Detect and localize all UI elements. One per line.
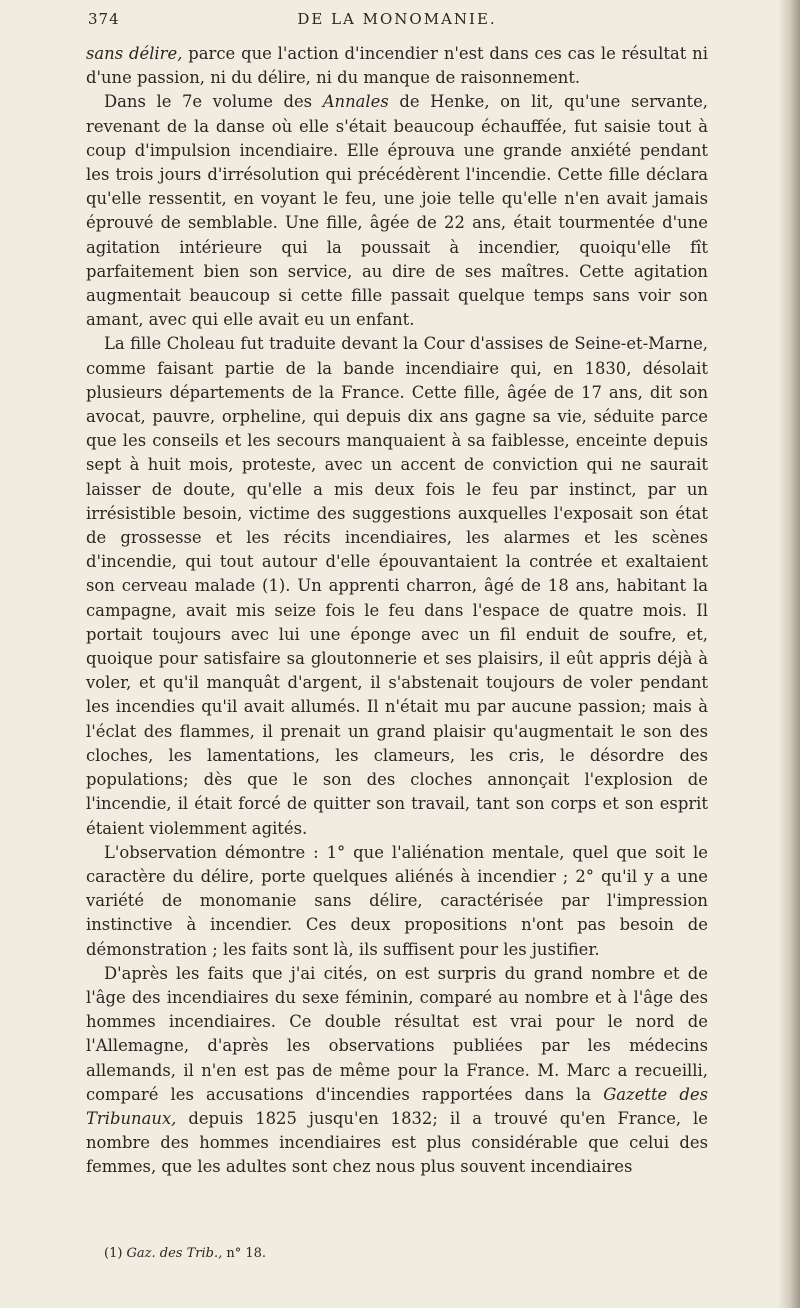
paragraph-1: [86, 42, 708, 90]
page-edge-shadow: [778, 0, 800, 1308]
footnote: [104, 1245, 704, 1263]
paragraph-1-lead: sans délire,: [86, 44, 183, 63]
paragraph-5-text: depuis 1825 jusqu'en 1832; il a trouvé qu'en France, le nombre des hommes incendiaires est plus considérable que celui des femmes, que les adultes sont chez nous plus souvent incendiaires: [86, 1108, 708, 1177]
paragraph-2-text: de Henke, on lit, qu'une servante, revenant de la danse où elle s'était beaucoup échauffée, fut saisie tout à coup d'impulsion incendiaire. Elle éprouva une grande anxiété pendant les trois jours d'irrésolution qui précédèrent l'incendie. Cette fille déclara qu'elle ressentit, en voyant le feu, une joie telle qu'elle n'en avait jamais éprouvé de semblable. Une fille, âgée de 22 ans, était tourmentée d'une agitation intérieure qui la poussait à incendier, quoiqu'elle fît parfaitement bien son service, au dire de ses maîtres. Cette agitation augmentait beaucoup si cette fille passait quelque temps sans voir son amant, avec qui elle avait eu un enfant.: [86, 92, 708, 330]
footnote-text: n° 18.: [222, 1246, 267, 1261]
running-title: DE LA MONOMANIE.: [297, 10, 497, 28]
paragraph-5-ital: Gazette des Tribunaux,: [86, 1084, 708, 1128]
paragraph-3-text: La fille Choleau fut traduite devant la Cour d'assises de Seine-et-Marne, comme faisant partie de la bande incendiaire qui, en 1830, désolait plusieurs départements de la France. Cette fille, âgée de 17 ans, dit son avocat, pauvre, orpheline, qui depuis dix ans gagne sa vie, séduite parce que les conseils et les secours manquaient à sa faiblesse, enceinte depuis sept à huit mois, proteste, avec un accent de conviction qui ne saurait laisser de doute, qu'elle a mis deux fois le feu par instinct, par un irrésistible besoin, victime des suggestions auxquelles l'exposait son état de grossesse et les récits incendiaires, les alarmes et les scènes d'incendie, qui tout autour d'elle épouvantaient la contrée et exaltaient son cerveau malade (1). Un apprenti charron, âgé de 18 ans, habitant la campagne, avait mis seize fois le feu dans l'espace de quatre mois. Il portait toujours avec lui une éponge avec un fil enduit de soufre, et, quoique pour satisfaire sa gloutonnerie et ses plaisirs, il eût appris déjà à voler, et qu'il manquât d'argent, il s'abstenait toujours de voler pendant les incendies qu'il avait allumés. Il n'était mu par aucune passion; mais à l'éclat des flammes, il prenait un grand plaisir qu'augmentait le son des cloches, les lamentations, les clameurs, les cris, le désordre des populations; dès que le son des cloches annonçait l'explosion de l'incendie, il était forcé de quitter son travail, tant son corps et son esprit étaient violemment agités.: [86, 334, 708, 838]
paragraph-5-pre: D'après les faits que j'ai cités, on est surpris du grand nombre et de l'âge des incendiaires du sexe féminin, comparé au nombre et à l'âge des hommes incendiaires. Ce double résultat est vrai pour le nord de l'Allemagne, d'après les observations publiées par les médecins allemands, il n'en est pas de même pour la France. M. Marc a recueilli, comparé les accusations d'incendies rapportées dans la: [86, 963, 708, 1104]
paragraph-1-text: parce que l'action d'incendier n'est dans ces cas le résultat ni d'une passion, ni du délire, ni du manque de raisonnement.: [86, 44, 708, 88]
paragraph-5: [86, 962, 708, 1180]
footnote-marker: (1): [104, 1246, 127, 1261]
body-text: [86, 42, 708, 1180]
paragraph-2-ital: Annales: [322, 92, 389, 112]
paragraph-2: [86, 90, 708, 332]
footnote-source: Gaz. des Trib.,: [126, 1246, 223, 1261]
page-number: 374: [88, 10, 120, 28]
paragraph-3: [86, 332, 708, 840]
paragraph-2-pre: Dans le 7e volume des: [104, 92, 323, 112]
paragraph-4-text: L'observation démontre : 1° que l'aliénation mentale, quel que soit le caractère du délire, porte quelques aliénés à incendier ; 2° qu'il y a une variété de monomanie sans délire, caractérisée par l'impression instinctive à incendier. Ces deux propositions n'ont pas besoin de démonstration ; les faits sont là, ils suffisent pour les justifier.: [86, 842, 708, 959]
running-header: [88, 10, 706, 36]
paragraph-4: [86, 841, 708, 962]
